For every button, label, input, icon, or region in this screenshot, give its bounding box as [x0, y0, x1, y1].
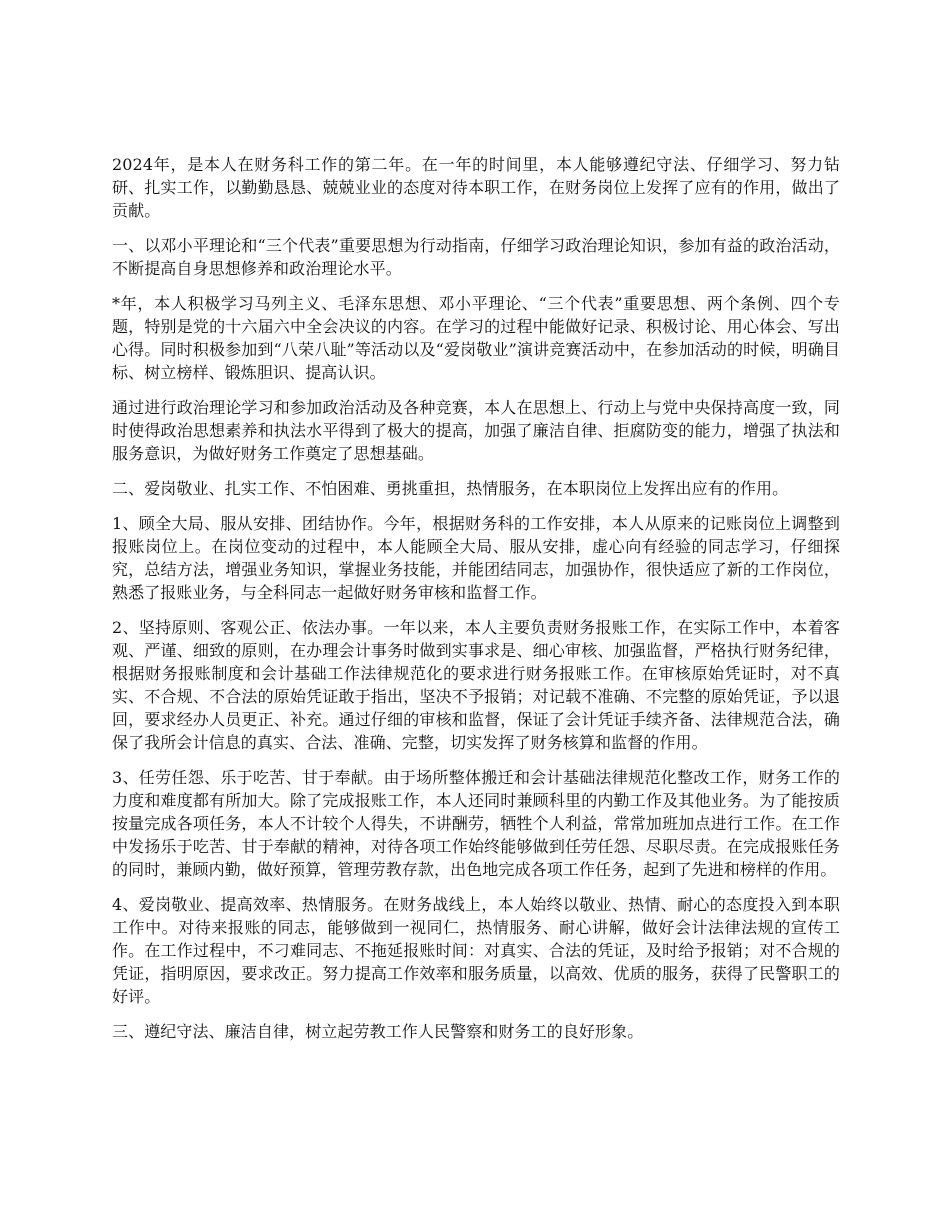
section-heading-2: 二、爱岗敬业、扎实工作、不怕困难、勇挑重担，热情服务，在本职岗位上发挥出应有的作用。: [112, 479, 789, 498]
paragraph-item-3: 3、任劳任怨、乐于吃苦、甘于奉献。由于场所整体搬迁和会计基础法律规范化整改工作，财务工作的力度和难度都有所加大。除了完成报账工作，本人还同时兼顾科里的内勤工作及其他业务。为了能按质按量完成各项任务，本人不计较个人得失，不讲酬劳，牺牲个人利益，常常加班加点进行工作。在工作中发扬乐于吃苦、甘于奉献的精神，对待各项工作始终能够做到任劳任怨、尽职尽责。在完成报账任务的同时，兼顾内勤，做好预算，管理劳教存款，出色地完成各项工作任务，起到了先进和榜样的作用。: [112, 768, 840, 879]
paragraph-item-4: 4、爱岗敬业、提高效率、热情服务。在财务战线上，本人始终以敬业、热情、耐心的态度投入到本职工作中。对待来报账的同志，能够做到一视同仁，热情服务、耐心讲解，做好会计法律法规的宣传工作。在工作过程中，不刁难同志、不拖延报账时间：对真实、合法的凭证，及时给予报销；对不合规的凭证，指明原因，要求改正。努力提高工作效率和服务质量，以高效、优质的服务，获得了民警职工的好评。: [112, 895, 840, 1006]
section-heading-1: 一、以邓小平理论和“三个代表”重要思想为行动指南，仔细学习政治理论知识，参加有益的政治活动，不断提高自身思想修养和政治理论水平。: [112, 236, 840, 278]
paragraph-item-1: 1、顾全大局、服从安排、团结协作。今年，根据财务科的工作安排，本人从原来的记账岗位上调整到报账岗位上。在岗位变动的过程中，本人能顾全大局、服从安排，虚心向有经验的同志学习，仔细探究，总结方法，增强业务知识，掌握业务技能，并能团结同志，加强协作，很快适应了新的工作岗位，熟悉了报账业务，与全科同志一起做好财务审核和监督工作。: [112, 514, 840, 602]
document-body: [112, 153, 840, 1055]
section-heading-3: 三、遵纪守法、廉洁自律，树立起劳教工作人民警察和财务工的良好形象。: [112, 1022, 644, 1041]
paragraph-politics: 通过进行政治理论学习和参加政治活动及各种竞赛，本人在思想上、行动上与党中央保持高度一致，同时使得政治思想素养和执法水平得到了极大的提高，加强了廉洁自律、拒腐防变的能力，增强了执法和服务意识，为做好财务工作奠定了思想基础。: [112, 398, 840, 463]
paragraph-item-2: 2、坚持原则、客观公正、依法办事。一年以来，本人主要负责财务报账工作，在实际工作中，本着客观、严谨、细致的原则，在办理会计事务时做到实事求是、细心审核、加强监督，严格执行财务纪律，根据财务报账制度和会计基础工作法律规范化的要求进行财务报账工作。在审核原始凭证时，对不真实、不合规、不合法的原始凭证敢于指出，坚决不予报销；对记载不准确、不完整的原始凭证，予以退回，要求经办人员更正、补充。通过仔细的审核和监督，保证了会计凭证手续齐备、法律规范合法，确保了我所会计信息的真实、合法、准确、完整，切实发挥了财务核算和监督的作用。: [112, 618, 840, 752]
paragraph-intro: 2024年，是本人在财务科工作的第二年。在一年的时间里，本人能够遵纪守法、仔细学习、努力钻研、扎实工作，以勤勤恳恳、兢兢业业的态度对待本职工作，在财务岗位上发挥了应有的作用，做出了贡献。: [112, 155, 840, 220]
paragraph-study: *年，本人积极学习马列主义、毛泽东思想、邓小平理论、“三个代表”重要思想、两个条例、四个专题，特别是党的十六届六中全会决议的内容。在学习的过程中能做好记录、积极讨论、用心体会、写出心得。同时积极参加到“八荣八耻”等活动以及“爱岗敬业”演讲竞赛活动中，在参加活动的时候，明确目标、树立榜样、锻炼胆识、提高认识。: [112, 294, 840, 382]
